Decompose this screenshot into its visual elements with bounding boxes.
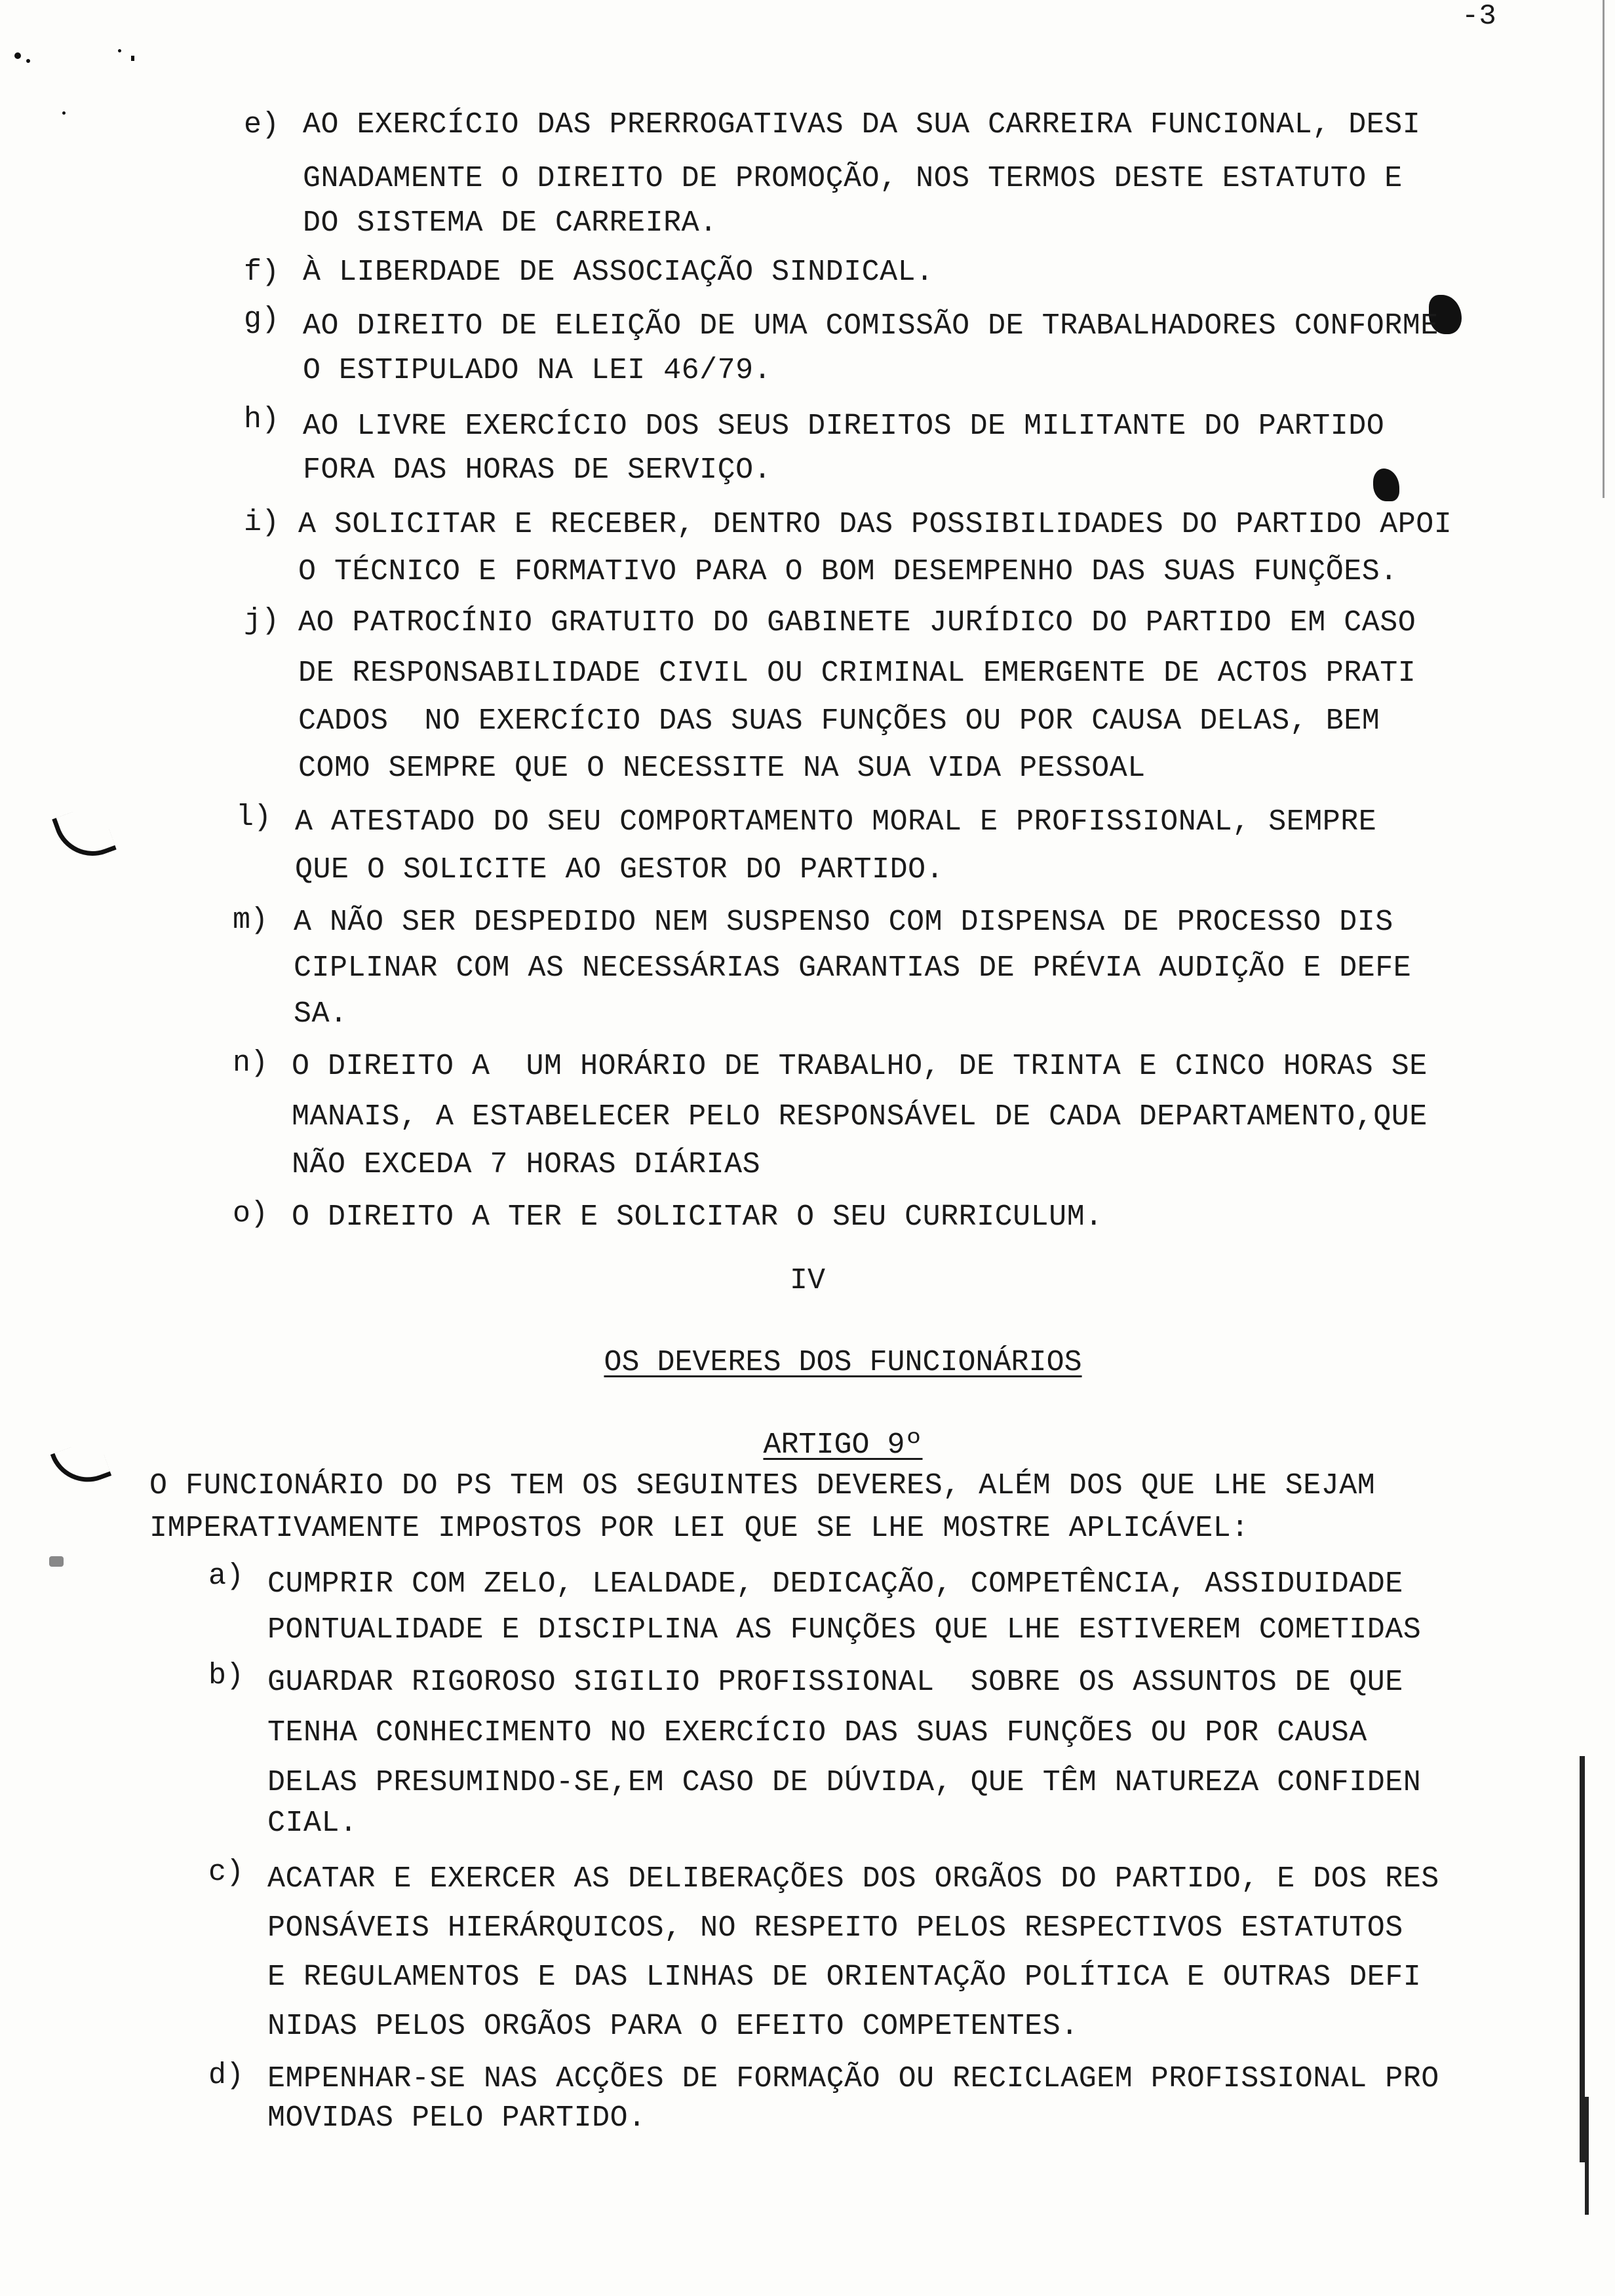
scan-mark: [14, 52, 21, 59]
scan-mark: [62, 111, 66, 115]
list-line: SA.: [294, 997, 348, 1031]
list-line: NIDAS PELOS ORGÃOS PARA O EFEITO COMPETENTES.: [267, 2010, 1079, 2043]
list-marker: n): [233, 1046, 269, 1080]
list-line: E REGULAMENTOS E DAS LINHAS DE ORIENTAÇÃO POLÍTICA E OUTRAS DEFI: [267, 1961, 1422, 1994]
list-line: TENHA CONHECIMENTO NO EXERCÍCIO DAS SUAS FUNÇÕES OU POR CAUSA: [267, 1716, 1367, 1750]
list-line: PONSÁVEIS HIERÁRQUICOS, NO RESPEITO PELOS RESPECTIVOS ESTATUTOS: [267, 1911, 1403, 1945]
intro-line: O FUNCIONÁRIO DO PS TEM OS SEGUINTES DEVERES, ALÉM DOS QUE LHE SEJAM: [149, 1469, 1376, 1502]
list-marker: e): [244, 108, 280, 142]
list-line: FORA DAS HORAS DE SERVIÇO.: [303, 453, 772, 487]
scan-edge: [1580, 1756, 1585, 2162]
list-line: GUARDAR RIGOROSO SIGILIO PROFISSIONAL SOBRE OS ASSUNTOS DE QUE: [267, 1666, 1403, 1699]
list-line: GNADAMENTE O DIREITO DE PROMOÇÃO, NOS TERMOS DESTE ESTATUTO E: [303, 162, 1403, 195]
list-line: DELAS PRESUMINDO-SE,EM CASO DE DÚVIDA, QUE TÊM NATUREZA CONFIDEN: [267, 1766, 1422, 1799]
list-line: CADOS NO EXERCÍCIO DAS SUAS FUNÇÕES OU POR CAUSA DELAS, BEM: [298, 704, 1380, 738]
list-marker: o): [233, 1197, 269, 1231]
article-title-text: ARTIGO 9º: [763, 1428, 923, 1462]
list-marker: f): [244, 256, 280, 289]
list-line: EMPENHAR-SE NAS ACÇÕES DE FORMAÇÃO OU RECICLAGEM PROFISSIONAL PRO: [267, 2062, 1439, 2095]
list-line: PONTUALIDADE E DISCIPLINA AS FUNÇÕES QUE LHE ESTIVEREM COMETIDAS: [267, 1613, 1422, 1647]
list-line: CIAL.: [267, 1807, 358, 1840]
list-marker: h): [244, 403, 280, 436]
list-marker: g): [244, 303, 280, 336]
list-line: O TÉCNICO E FORMATIVO PARA O BOM DESEMPENHO DAS SUAS FUNÇÕES.: [298, 555, 1398, 588]
list-line: QUE O SOLICITE AO GESTOR DO PARTIDO.: [295, 853, 944, 887]
list-marker: a): [208, 1559, 244, 1593]
list-line: A ATESTADO DO SEU COMPORTAMENTO MORAL E PROFISSIONAL, SEMPRE: [295, 805, 1377, 839]
list-line: ACATAR E EXERCER AS DELIBERAÇÕES DOS ORGÃOS DO PARTIDO, E DOS RES: [267, 1862, 1439, 1896]
list-line: DO SISTEMA DE CARREIRA.: [303, 206, 718, 240]
list-line: A NÃO SER DESPEDIDO NEM SUSPENSO COM DISPENSA DE PROCESSO DIS: [294, 906, 1393, 939]
list-line: O DIREITO A UM HORÁRIO DE TRABALHO, DE TRINTA E CINCO HORAS SE: [292, 1050, 1428, 1083]
list-line: A SOLICITAR E RECEBER, DENTRO DAS POSSIBILIDADES DO PARTIDO APOI: [298, 508, 1452, 541]
list-line: DE RESPONSABILIDADE CIVIL OU CRIMINAL EMERGENTE DE ACTOS PRATI: [298, 657, 1416, 690]
list-line: CUMPRIR COM ZELO, LEALDADE, DEDICAÇÃO, COMPETÊNCIA, ASSIDUIDADE: [267, 1567, 1403, 1601]
list-line: NÃO EXCEDA 7 HORAS DIÁRIAS: [292, 1148, 761, 1181]
list-line: MOVIDAS PELO PARTIDO.: [267, 2101, 646, 2135]
list-line: COMO SEMPRE QUE O NECESSITE NA SUA VIDA PESSOAL: [298, 752, 1146, 785]
section-title-text: OS DEVERES DOS FUNCIONÁRIOS: [604, 1346, 1082, 1379]
scan-edge: [1603, 0, 1605, 498]
list-line: CIPLINAR COM AS NECESSÁRIAS GARANTIAS DE PRÉVIA AUDIÇÃO E DEFE: [294, 951, 1412, 985]
list-line: AO EXERCÍCIO DAS PRERROGATIVAS DA SUA CARREIRA FUNCIONAL, DESI: [303, 108, 1421, 142]
list-marker: i): [244, 506, 280, 539]
list-marker: c): [208, 1856, 244, 1889]
list-line: O DIREITO A TER E SOLICITAR O SEU CURRICULUM.: [292, 1200, 1103, 1234]
list-marker: j): [244, 604, 280, 638]
list-marker: b): [208, 1659, 244, 1693]
list-marker: l): [236, 801, 272, 834]
page-number: -3: [1462, 0, 1496, 33]
scan-mark: [52, 802, 117, 867]
list-marker: d): [208, 2059, 244, 2092]
section-number: IV: [789, 1264, 825, 1297]
scan-mark: [1373, 469, 1399, 501]
list-line: O ESTIPULADO NA LEI 46/79.: [303, 354, 772, 387]
list-line: AO DIREITO DE ELEIÇÃO DE UMA COMISSÃO DE TRABALHADORES CONFORME: [303, 309, 1439, 343]
scan-mark: [26, 59, 30, 63]
list-line: AO PATROCÍNIO GRATUITO DO GABINETE JURÍDICO DO PARTIDO EM CASO: [298, 606, 1416, 640]
scan-edge: [1585, 2097, 1589, 2215]
list-line: MANAIS, A ESTABELECER PELO RESPONSÁVEL DE CADA DEPARTAMENTO,QUE: [292, 1100, 1428, 1134]
list-marker: m): [233, 904, 269, 937]
scan-mark: [131, 56, 134, 61]
list-line: AO LIVRE EXERCÍCIO DOS SEUS DIREITOS DE MILITANTE DO PARTIDO: [303, 410, 1385, 443]
scan-mark: [118, 49, 121, 52]
section-title: [0, 1318, 1615, 1407]
list-line: À LIBERDADE DE ASSOCIAÇÃO SINDICAL.: [303, 256, 934, 289]
scan-mark: [49, 1556, 64, 1567]
intro-line: IMPERATIVAMENTE IMPOSTOS POR LEI QUE SE LHE MOSTRE APLICÁVEL:: [149, 1512, 1249, 1545]
